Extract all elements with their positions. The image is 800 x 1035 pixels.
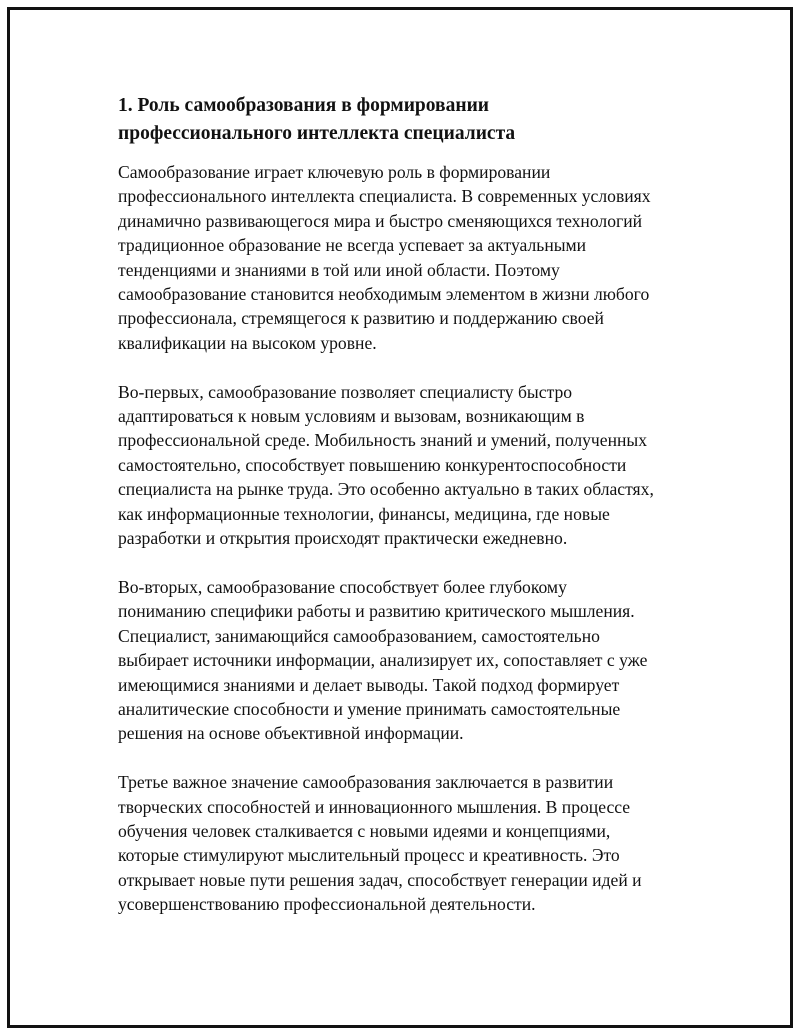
section-heading: 1. Роль самообразования в формировании профессионального интеллекта специалиста <box>118 95 516 144</box>
document-body <box>118 92 698 941</box>
paragraph-4: Третье важное значение самообразования заключается в развитии творческих способностей и инновационного мышления. В процессе обучения человек сталкивается с новыми идеями и концепциями, которые стимулируют мыслительный процесс и креативность. Это открывает новые пути решения задач, способствует генерации идей и усовершенствованию профессиональной деятельности. <box>118 772 642 915</box>
paragraph-2: Во-первых, самообразование позволяет специалисту быстро адаптироваться к новым условиям и вызовам, возникающим в профессиональной среде. Мобильность знаний и умений, полученных самостоятельно, способствует повышению конкурентоспособности специалиста на рынке труда. Это особенно актуально в таких областях, как информационные технологии, финансы, медицина, где новые разработки и открытия происходят практически ежедневно. <box>118 381 654 549</box>
paragraph-1: Самообразование играет ключевую роль в формировании профессионального интеллекта специалиста. В современных условиях динамично развивающегося мира и быстро сменяющихся технологий традиционное образование не всегда успевает за актуальными тенденциями и знаниями в той или иной области. Поэтому самообразование становится необходимым элементом в жизни любого профессионала, стремящегося к развитию и поддержанию своей квалификации на высоком уровне. <box>118 162 651 353</box>
paragraph-3: Во-вторых, самообразование способствует более глубокому пониманию специфики работы и развитию критического мышления. Специалист, занимающийся самообразованием, самостоятельно выбирает источники информации, анализирует их, сопоставляет с уже имеющимися знаниями и делает выводы. Такой подход формирует аналитические способности и умение принимать самостоятельные решения на основе объективной информации. <box>118 576 648 744</box>
